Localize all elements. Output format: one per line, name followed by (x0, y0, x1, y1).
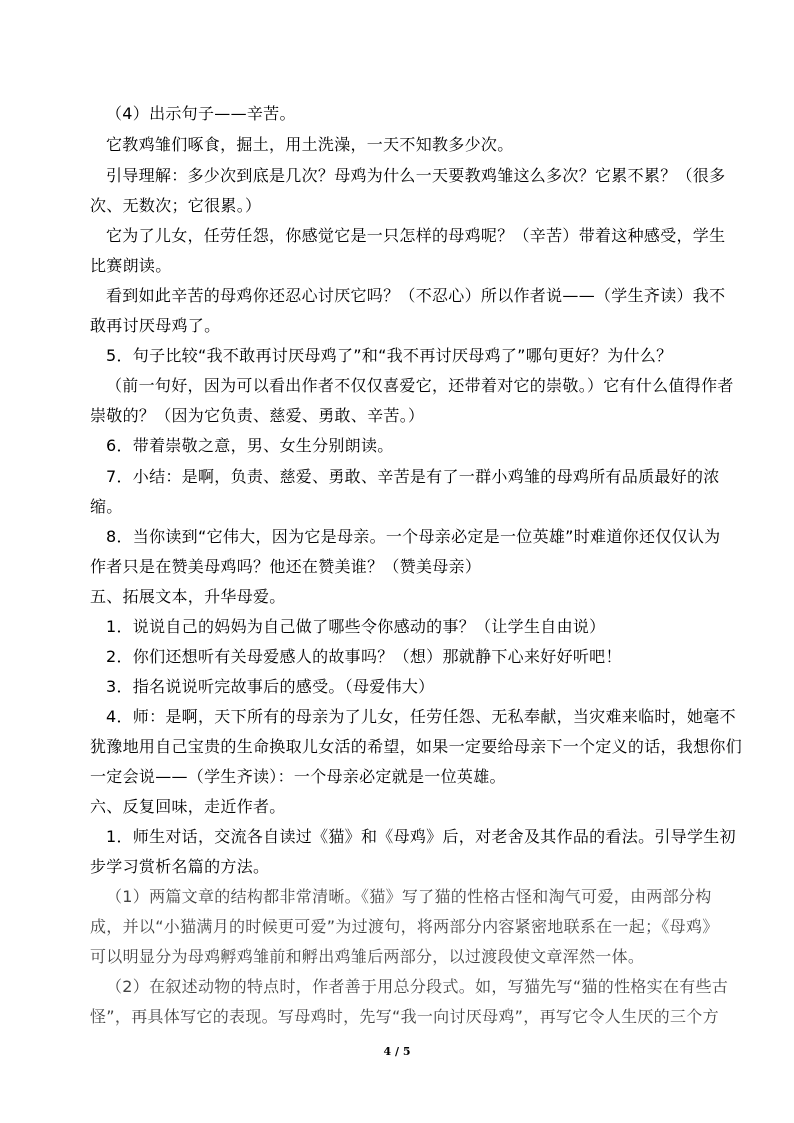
text-line: 缩。 (90, 497, 123, 516)
text-line: 1．说说自己的妈妈为自己做了哪些令你感动的事？（让学生自由说） (106, 617, 606, 636)
text-line: （4）出示句子——辛苦。 (106, 104, 296, 123)
text-line: 可以明显分为母鸡孵鸡雏前和孵出鸡雏后两部分，以过渡段使文章浑然一体。 (90, 947, 645, 966)
page-number: 4 / 5 (383, 1045, 411, 1058)
text-line: 一定会说——（学生齐读）：一个母亲必定就是一位英雄。 (90, 767, 506, 786)
text-line: 6．带着崇敬之意，男、女生分别朗读。 (106, 436, 394, 455)
text-line: （1）两篇文章的结构都非常清晰。《猫》写了猫的性格古怪和淘气可爱，由两部分构 (106, 887, 712, 906)
section-heading: 五、拓展文本，升华母爱。 (90, 587, 286, 606)
text-line: 它教鸡雏们啄食，掘土，用土洗澡，一天不知教多少次。 (106, 135, 514, 154)
text-line: （前一句好，因为可以看出作者不仅仅喜爱它，还带着对它的崇敬。）它有什么值得作者 (106, 376, 734, 395)
text-line: （2）在叙述动物的特点时，作者善于用总分段式。如，写猫先写“猫的性格实在有些古 (106, 977, 729, 996)
text-line: 看到如此辛苦的母鸡你还忍心讨厌它吗？（不忍心）所以作者说——（学生齐读）我不 (106, 286, 726, 305)
text-line: 次、无数次；它很累。） (90, 196, 262, 215)
text-line: 比赛朗读。 (90, 256, 172, 275)
text-line: 4．师：是啊，天下所有的母亲为了儿女，任劳任怨、无私奉献，当灾难来临时，她毫不 (106, 707, 736, 726)
text-line: 1．师生对话，交流各自读过《猫》和《母鸡》后，对老舍及其作品的看法。引导学生初 (106, 827, 736, 846)
text-line: 成，并以“小猫满月的时候更可爱”为过渡句，将两部分内容紧密地联系在一起；《母鸡》 (90, 917, 719, 936)
text-line: 崇敬的？（因为它负责、慈爱、勇敢、辛苦。） (90, 406, 425, 425)
text-line: 8．当你读到“它伟大，因为它是母亲。一个母亲必定是一位英雄”时难道你还仅仅认为 (106, 527, 721, 546)
text-line: 作者只是在赞美母鸡吗？他还在赞美谁？（赞美母亲） (90, 557, 482, 576)
text-line: 敢再讨厌母鸡了。 (90, 316, 221, 335)
text-line: 步学习赏析名篇的方法。 (90, 857, 270, 876)
text-line: 引导理解：多少次到底是几次？母鸡为什么一天要教鸡雏这么多次？它累不累？（很多 (106, 166, 726, 185)
text-line: 它为了儿女，任劳任怨，你感觉它是一只怎样的母鸡呢？（辛苦）带着这种感受，学生 (106, 226, 726, 245)
text-line: 怪”，再具体写它的表现。写母鸡时，先写“我一向讨厌母鸡”，再写它令人生厌的三个方 (90, 1007, 719, 1026)
text-line: 2．你们还想听有关母爱感人的故事吗？（想）那就静下心来好好听吧！ (106, 647, 622, 666)
text-line: 3．指名说说听完故事后的感受。（母爱伟大） (106, 677, 435, 696)
section-heading: 六、反复回味，走近作者。 (90, 797, 286, 816)
text-line: 7．小结：是啊，负责、慈爱、勇敢、辛苦是有了一群小鸡雏的母鸡所有品质最好的浓 (106, 467, 720, 486)
text-line: 5．句子比较“我不敢再讨厌母鸡了”和“我不再讨厌母鸡了”哪句更好？为什么？ (106, 346, 673, 365)
text-line: 犹豫地用自己宝贵的生命换取儿女活的希望，如果一定要给母亲下一个定义的话，我想你们 (90, 737, 743, 756)
